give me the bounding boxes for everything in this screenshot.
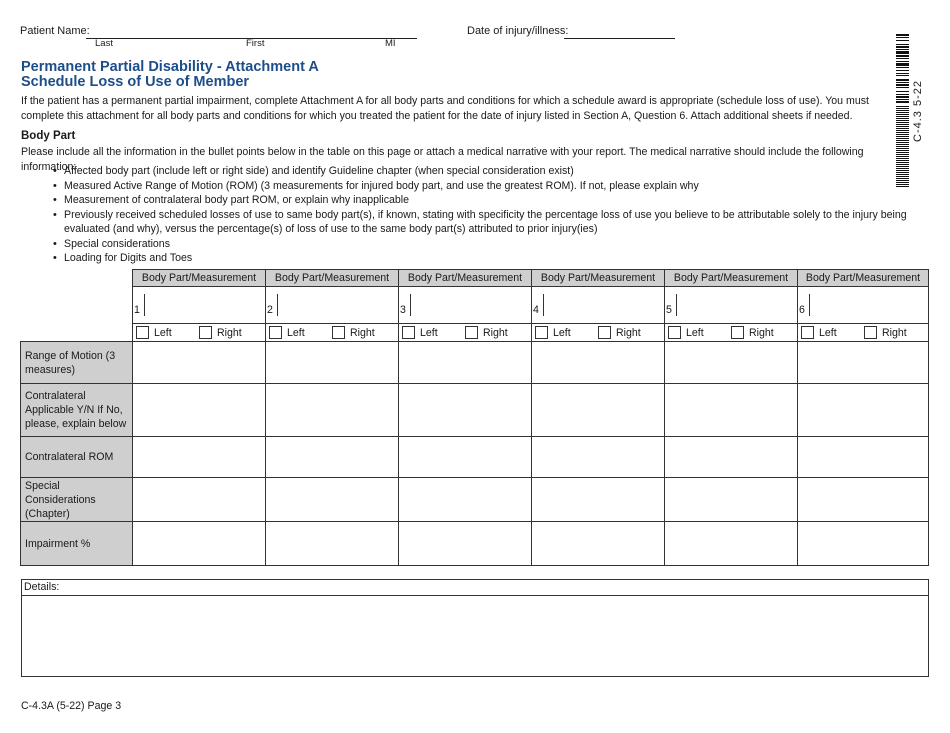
side-select-3 [399,324,532,342]
input-cell[interactable] [133,384,266,437]
column-header-3: Body Part/Measurement [399,270,532,287]
input-cell[interactable] [532,522,665,566]
column-header-1: Body Part/Measurement [133,270,266,287]
column-header-5: Body Part/Measurement [665,270,798,287]
input-cell[interactable] [798,437,929,478]
left-label: Left [420,326,438,339]
patient-name-label: Patient Name: [20,25,90,37]
input-cell[interactable] [399,522,532,566]
row-label-range-of-motion: Range of Motion (3 measures) [21,342,133,384]
page-title: Permanent Partial Disability - Attachment A [21,59,319,75]
input-cell[interactable] [399,384,532,437]
right-label: Right [882,326,907,339]
details-input[interactable] [22,596,928,676]
body-part-cell-3[interactable] [399,287,532,324]
input-cell[interactable] [266,384,399,437]
row-label-special-considerations: Special Considerations (Chapter) [21,478,133,522]
left-checkbox[interactable] [136,326,149,339]
input-cell[interactable] [532,478,665,522]
right-checkbox[interactable] [332,326,345,339]
side-select-4 [532,324,665,342]
bullet-item: • Loading for Digits and Toes [50,251,920,266]
input-cell[interactable] [532,342,665,384]
column-number: 2 [266,294,278,316]
input-cell[interactable] [798,522,929,566]
input-cell[interactable] [266,522,399,566]
input-cell[interactable] [665,342,798,384]
side-select-1 [133,324,266,342]
table-corner [21,287,133,324]
input-cell[interactable] [133,437,266,478]
input-cell[interactable] [266,478,399,522]
input-cell[interactable] [665,522,798,566]
table-corner [21,270,133,287]
details-box [21,579,929,677]
bullet-item: • Previously received scheduled losses of use to same body part(s), if known, stating with specificity the percentage loss of use you believe to be attributable solely to the injury being evaluated (and why), versus the percentage(s) of loss of use to the same body part(s) attributed to prior injury(ies) [50,208,920,237]
left-label: Left [553,326,571,339]
right-label: Right [217,326,242,339]
left-label: Left [686,326,704,339]
bullet-item: • Measurement of contralateral body part ROM, or explain why inapplicable [50,193,920,208]
page-subtitle: Schedule Loss of Use of Member [21,74,250,90]
left-label: Left [819,326,837,339]
input-cell[interactable] [532,384,665,437]
body-part-cell-5[interactable] [665,287,798,324]
body-part-cell-6[interactable] [798,287,929,324]
body-part-cell-4[interactable] [532,287,665,324]
column-header-4: Body Part/Measurement [532,270,665,287]
row-label-impairment: Impairment % [21,522,133,566]
instruction-bullets [50,164,920,266]
row-label-contralateral-applicable: Contralateral Applicable Y/N If No, please, explain below [21,384,133,437]
bullet-item: • Measured Active Range of Motion (ROM) (3 measurements for injured body part, and use the greatest ROM). If not, please explain why [50,179,920,194]
column-header-6: Body Part/Measurement [798,270,929,287]
body-part-table [20,269,929,566]
input-cell[interactable] [399,437,532,478]
table-corner [21,324,133,342]
patient-name-field[interactable] [86,25,417,39]
column-number: 1 [133,294,145,316]
details-label: Details: [22,580,928,596]
intro-paragraph: If the patient has a permanent partial impairment, complete Attachment A for all body parts and conditions for which a schedule award is appropriate (schedule loss of use). You must complete this attachment for all body parts and conditions for which you treated the patient for the date of injury listed in Section A, Question 6. Attach additional sheets if needed. [21,95,869,122]
left-checkbox[interactable] [402,326,415,339]
input-cell[interactable] [798,384,929,437]
body-part-cell-2[interactable] [266,287,399,324]
input-cell[interactable] [532,437,665,478]
input-cell[interactable] [665,437,798,478]
right-label: Right [749,326,774,339]
column-number: 4 [532,294,544,316]
column-header-2: Body Part/Measurement [266,270,399,287]
left-label: Left [154,326,172,339]
barcode-text: C-4.3 5-22 [911,80,924,142]
name-part-last: Last [95,38,113,49]
input-cell[interactable] [665,384,798,437]
body-part-cell-1[interactable] [133,287,266,324]
body-part-heading: Body Part [21,130,76,142]
left-label: Left [287,326,305,339]
right-label: Right [350,326,375,339]
input-cell[interactable] [399,342,532,384]
side-select-2 [266,324,399,342]
left-checkbox[interactable] [535,326,548,339]
form-footer: C-4.3A (5-22) Page 3 [21,700,122,712]
left-checkbox[interactable] [668,326,681,339]
body-part-instruction: Please include all the information in the bullet points below in the table on this page or attach a medical narrative with your report. The medical narrative should include the following information: [21,146,864,173]
right-checkbox[interactable] [465,326,478,339]
input-cell[interactable] [266,342,399,384]
right-checkbox[interactable] [731,326,744,339]
name-part-first: First [246,38,265,49]
input-cell[interactable] [133,342,266,384]
side-select-5 [665,324,798,342]
date-of-injury-field[interactable] [564,25,675,39]
column-number: 5 [665,294,677,316]
input-cell[interactable] [798,478,929,522]
bullet-item: • Affected body part (include left or right side) and identify Guideline chapter (when special consideration exist) [50,164,920,179]
row-label-contralateral-rom: Contralateral ROM [21,437,133,478]
input-cell[interactable] [266,437,399,478]
right-checkbox[interactable] [598,326,611,339]
input-cell[interactable] [665,478,798,522]
input-cell[interactable] [399,478,532,522]
right-checkbox[interactable] [864,326,877,339]
right-label: Right [483,326,508,339]
name-part-mi: MI [385,38,396,49]
date-of-injury-label: Date of injury/illness: [467,25,569,37]
bullet-item: • Special considerations [50,237,920,252]
left-checkbox[interactable] [801,326,814,339]
right-checkbox[interactable] [199,326,212,339]
column-number: 6 [798,294,810,316]
input-cell[interactable] [798,342,929,384]
input-cell[interactable] [133,522,266,566]
side-select-6 [798,324,929,342]
input-cell[interactable] [133,478,266,522]
right-label: Right [616,326,641,339]
left-checkbox[interactable] [269,326,282,339]
column-number: 3 [399,294,411,316]
